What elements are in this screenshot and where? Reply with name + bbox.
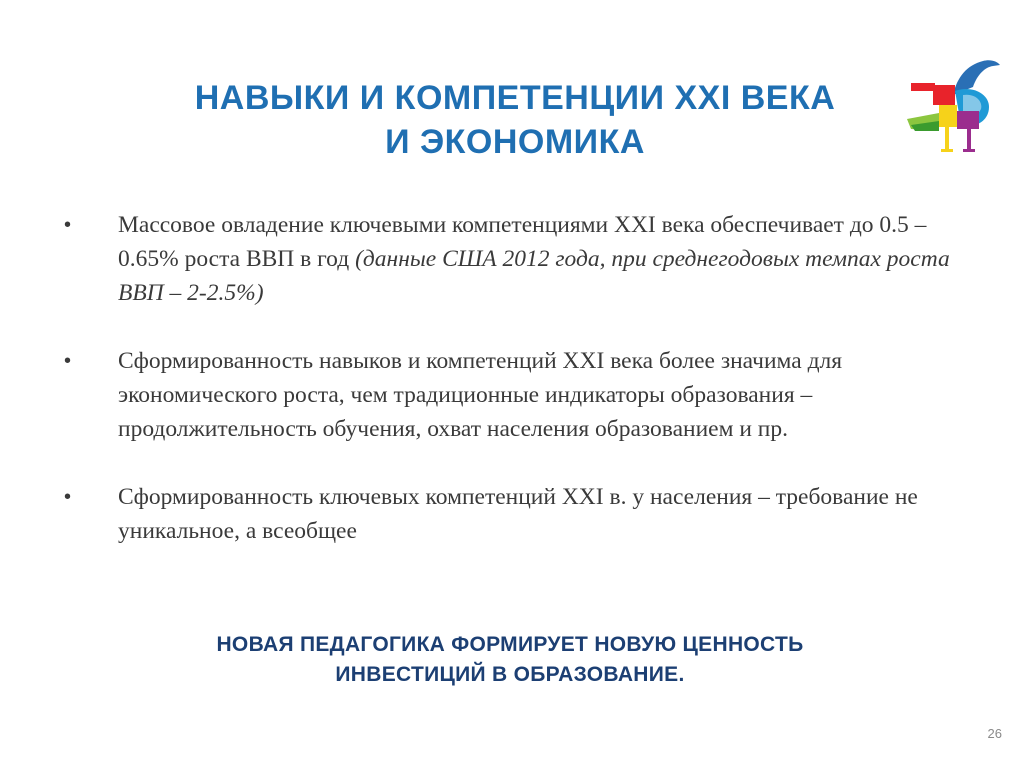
bullet-item	[60, 480, 965, 548]
bullet-marker: •	[64, 214, 72, 236]
bullet-text: Сформированность навыков и компетенций XXI века более значима для экономического роста, чем традиционные индикаторы образования – продолжительность обучения, охват населения образованием и пр.	[118, 348, 843, 442]
slide-title-line-2: И ЭКОНОМИКА	[385, 123, 645, 161]
slide-title-line-1: НАВЫКИ И КОМПЕТЕНЦИИ XXI ВЕКА	[194, 79, 836, 117]
bullet-marker: •	[64, 486, 72, 508]
bullet-list	[60, 208, 965, 582]
bullet-item	[60, 344, 965, 446]
bullet-italic-note: (данные США 2012 года, при среднегодовых темпах роста ВВП – 2-2.5%)	[118, 246, 950, 306]
bird-logo-icon	[905, 55, 1005, 160]
conclusion-line-2: ИНВЕСТИЦИЙ В ОБРАЗОВАНИЕ.	[335, 663, 685, 686]
conclusion-line-1: НОВАЯ ПЕДАГОГИКА ФОРМИРУЕТ НОВУЮ ЦЕННОСТЬ	[216, 633, 804, 656]
bullet-text: Сформированность ключевых компетенций XXI в. у населения – требование не уникальное, а всеобщее	[118, 484, 918, 544]
bullet-marker: •	[64, 350, 72, 372]
bullet-text: Массовое овладение ключевыми компетенциями XXI века обеспечивает до 0.5 – 0.65% роста ВВП в год	[118, 212, 927, 272]
conclusion-text	[110, 630, 910, 690]
page-number: 26	[987, 726, 1002, 741]
bullet-item	[60, 208, 965, 310]
slide-title	[120, 76, 910, 164]
